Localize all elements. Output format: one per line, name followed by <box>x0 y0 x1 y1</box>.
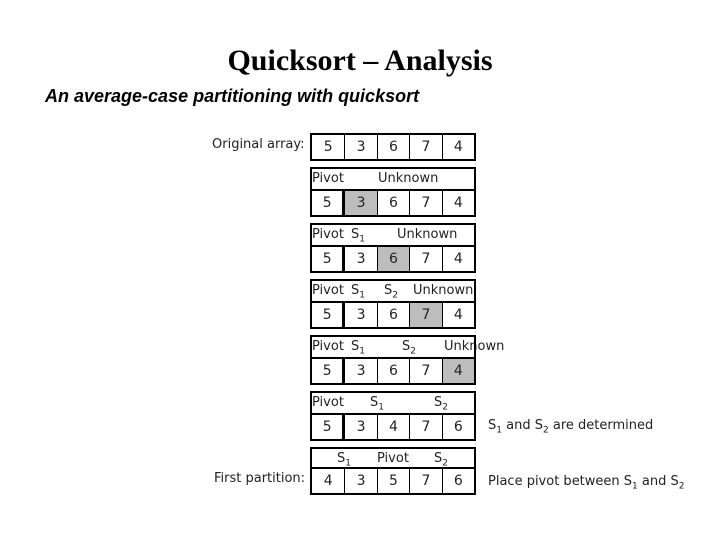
note-tail: are determined <box>548 418 654 433</box>
array-row-original <box>310 133 476 161</box>
note-place: Place pivot between S <box>488 474 633 489</box>
note-place-and: and S <box>637 474 679 489</box>
header-unknown-3: Unknown <box>413 283 474 298</box>
array-cell: 7 <box>409 135 441 159</box>
s-letter: S <box>434 451 443 466</box>
array-cell: 6 <box>442 469 474 493</box>
first-partition-label: First partition: <box>214 471 306 486</box>
s-sub: 1 <box>359 234 365 245</box>
note-determined <box>488 418 653 436</box>
header-frame-4 <box>310 335 476 361</box>
array-cell: 7 <box>409 191 441 215</box>
array-cell: 4 <box>442 303 474 327</box>
header-pivot-5: Pivot <box>312 395 344 410</box>
array-cell: 4 <box>312 469 344 493</box>
header-pivot-1: Pivot <box>312 171 344 186</box>
array-cell: 7 <box>409 303 441 327</box>
header-pivot-3: Pivot <box>312 283 344 298</box>
header-pivot-4: Pivot <box>312 339 344 354</box>
s-letter: S <box>434 395 443 410</box>
note-s: S <box>488 418 497 433</box>
array-cell: 3 <box>344 469 376 493</box>
array-cell: 6 <box>377 191 409 215</box>
array-row-step-2 <box>310 245 476 273</box>
note-and: and S <box>502 418 543 433</box>
array-row-step-1 <box>310 189 476 217</box>
s-sub: 1 <box>345 458 351 469</box>
array-cell: 3 <box>344 303 376 327</box>
s-sub: 2 <box>442 458 448 469</box>
page-title: Quicksort – Analysis <box>227 44 493 77</box>
array-cell: 7 <box>409 415 441 439</box>
header-frame-2 <box>310 223 476 249</box>
array-cell: 5 <box>377 469 409 493</box>
s-sub: 2 <box>392 290 398 301</box>
array-cell: 6 <box>377 135 409 159</box>
array-cell: 5 <box>312 415 344 439</box>
s-sub: 1 <box>378 402 384 413</box>
array-cell: 5 <box>312 303 344 327</box>
array-cell: 5 <box>312 359 344 383</box>
array-cell: 3 <box>344 191 376 215</box>
header-unknown-2: Unknown <box>397 227 458 242</box>
array-row-step-5 <box>310 413 476 441</box>
s-letter: S <box>384 283 393 298</box>
array-cell: 4 <box>442 359 474 383</box>
note-place-pivot <box>488 474 685 492</box>
note-sub-1: 1 <box>496 425 502 436</box>
header-frame-5 <box>310 391 476 417</box>
header-unknown-1: Unknown <box>378 171 439 186</box>
array-cell: 7 <box>409 469 441 493</box>
array-cell: 7 <box>409 247 441 271</box>
array-cell: 6 <box>442 415 474 439</box>
page-subtitle: An average-case partitioning with quicksort <box>45 86 420 106</box>
array-cell: 4 <box>442 135 474 159</box>
array-cell: 5 <box>312 135 344 159</box>
s-sub: 2 <box>410 346 416 357</box>
array-cell: 6 <box>377 247 409 271</box>
header-pivot-2: Pivot <box>312 227 344 242</box>
array-cell: 7 <box>409 359 441 383</box>
array-cell: 4 <box>442 191 474 215</box>
header-frame-1 <box>310 167 476 193</box>
header-unknown-4: Unknown <box>444 339 505 354</box>
array-cell: 5 <box>312 247 344 271</box>
original-array-label: Original array: <box>212 137 305 152</box>
s-sub: 1 <box>359 290 365 301</box>
header-frame-6 <box>310 447 476 473</box>
s-letter: S <box>351 283 360 298</box>
s-letter: S <box>337 451 346 466</box>
s-letter: S <box>351 227 360 242</box>
array-cell: 5 <box>312 191 344 215</box>
s-sub: 1 <box>359 346 365 357</box>
array-row-step-4 <box>310 357 476 385</box>
array-cell: 3 <box>344 359 376 383</box>
note-place-sub-2: 2 <box>678 481 685 492</box>
array-cell: 3 <box>344 247 376 271</box>
array-cell: 6 <box>377 303 409 327</box>
array-cell: 3 <box>344 415 376 439</box>
array-cell: 4 <box>377 415 409 439</box>
array-cell: 4 <box>442 247 474 271</box>
note-place-sub-1: 1 <box>632 481 638 492</box>
header-pivot-6: Pivot <box>377 451 409 466</box>
array-row-step-3 <box>310 301 476 329</box>
s-sub: 2 <box>442 402 448 413</box>
s-letter: S <box>351 339 360 354</box>
header-frame-3 <box>310 279 476 305</box>
array-cell: 6 <box>377 359 409 383</box>
s-letter: S <box>402 339 411 354</box>
s-letter: S <box>370 395 379 410</box>
array-cell: 3 <box>344 135 376 159</box>
note-sub-2: 2 <box>542 425 549 436</box>
